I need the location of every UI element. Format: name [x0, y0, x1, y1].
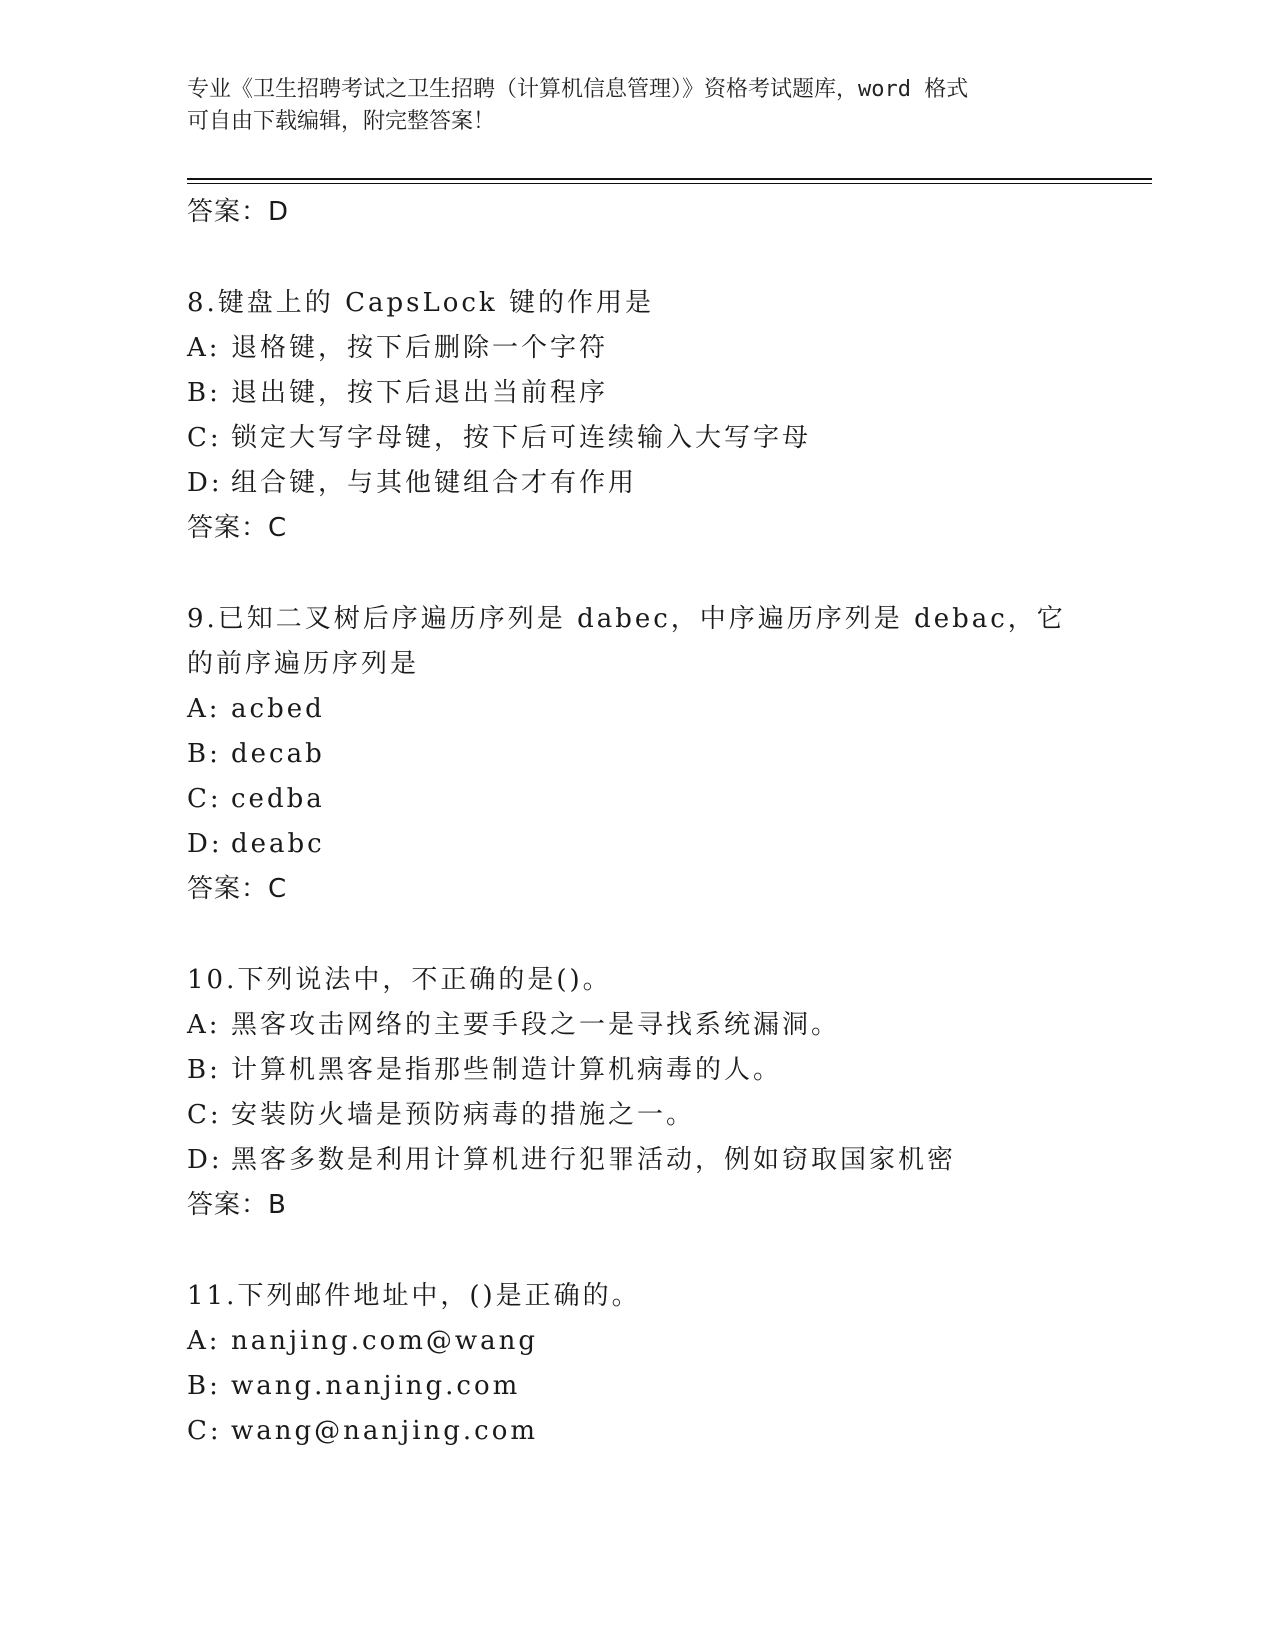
option-text: wang.nanjing.com — [231, 1371, 521, 1401]
document-header — [187, 74, 1087, 138]
option-text: 锁定大写字母键，按下后可连续输入大写字母 — [231, 423, 812, 453]
option-label: C: — [187, 1416, 222, 1446]
spacer — [187, 913, 1087, 958]
spacer — [187, 1229, 1087, 1274]
option-label: B: — [187, 1371, 221, 1401]
option-text: deabc — [231, 829, 325, 859]
option-text: decab — [231, 739, 325, 769]
header-divider-thin — [187, 183, 1152, 184]
option-a — [187, 1319, 1087, 1364]
option-label: A: — [187, 1326, 221, 1356]
option-c — [187, 1409, 1087, 1454]
option-text: 黑客攻击网络的主要手段之一是寻找系统漏洞。 — [231, 1010, 841, 1040]
option-b — [187, 732, 1087, 777]
spacer — [187, 552, 1087, 597]
option-label: C: — [187, 784, 222, 814]
option-label: C: — [187, 423, 222, 453]
option-text: wang@nanjing.com — [231, 1416, 539, 1446]
question-text: 9.已知二叉树后序遍历序列是 dabec，中序遍历序列是 debac，它的前序遍历序列是 — [187, 604, 1066, 679]
answer-line: 答案：C — [187, 874, 288, 904]
header-divider-thick — [187, 178, 1152, 180]
option-a — [187, 1003, 1087, 1048]
option-label: A: — [187, 694, 221, 724]
option-label: D: — [187, 829, 223, 859]
option-c — [187, 777, 1087, 822]
option-text: cedba — [231, 784, 325, 814]
option-label: D: — [187, 1145, 223, 1175]
option-text: 计算机黑客是指那些制造计算机病毒的人。 — [231, 1055, 783, 1085]
header-line-1: 专业《卫生招聘考试之卫生招聘（计算机信息管理）》资格考试题库，word 格式 — [187, 77, 969, 102]
option-text: 退格键，按下后删除一个字符 — [231, 333, 609, 363]
option-c — [187, 1093, 1087, 1138]
option-a — [187, 326, 1087, 371]
option-text: 黑客多数是利用计算机进行犯罪活动，例如窃取国家机密 — [231, 1145, 957, 1175]
option-b — [187, 371, 1087, 416]
question-text: 8.键盘上的 CapsLock 键的作用是 — [187, 288, 654, 318]
option-text: 安装防火墙是预防病毒的措施之一。 — [231, 1100, 696, 1130]
option-label: A: — [187, 1010, 221, 1040]
option-text: nanjing.com@wang — [231, 1326, 539, 1356]
option-text: 退出键，按下后退出当前程序 — [231, 378, 609, 408]
option-d — [187, 461, 1087, 506]
option-b — [187, 1048, 1087, 1093]
question-block-10 — [187, 958, 1087, 1229]
answer-line: 答案：B — [187, 1190, 287, 1220]
option-label: A: — [187, 333, 221, 363]
question-block-8 — [187, 281, 1087, 552]
question-block-9 — [187, 597, 1087, 913]
option-a — [187, 687, 1087, 732]
answer-prev: 答案：D — [187, 197, 290, 227]
option-label: C: — [187, 1100, 222, 1130]
option-label: B: — [187, 378, 221, 408]
question-text: 11.下列邮件地址中，()是正确的。 — [187, 1281, 641, 1311]
option-label: B: — [187, 739, 221, 769]
header-line-2: 可自由下载编辑，附完整答案！ — [187, 109, 496, 134]
option-text: acbed — [231, 694, 325, 724]
option-b — [187, 1364, 1087, 1409]
option-d — [187, 822, 1087, 867]
option-label: D: — [187, 468, 223, 498]
question-block-11 — [187, 1274, 1087, 1454]
option-label: B: — [187, 1055, 221, 1085]
option-c — [187, 416, 1087, 461]
answer-line: 答案：C — [187, 513, 288, 543]
spacer — [187, 236, 1087, 281]
option-text: 组合键，与其他键组合才有作用 — [231, 468, 638, 498]
option-d — [187, 1138, 1087, 1183]
question-text: 10.下列说法中，不正确的是()。 — [187, 965, 612, 995]
document-body — [187, 190, 1087, 1454]
